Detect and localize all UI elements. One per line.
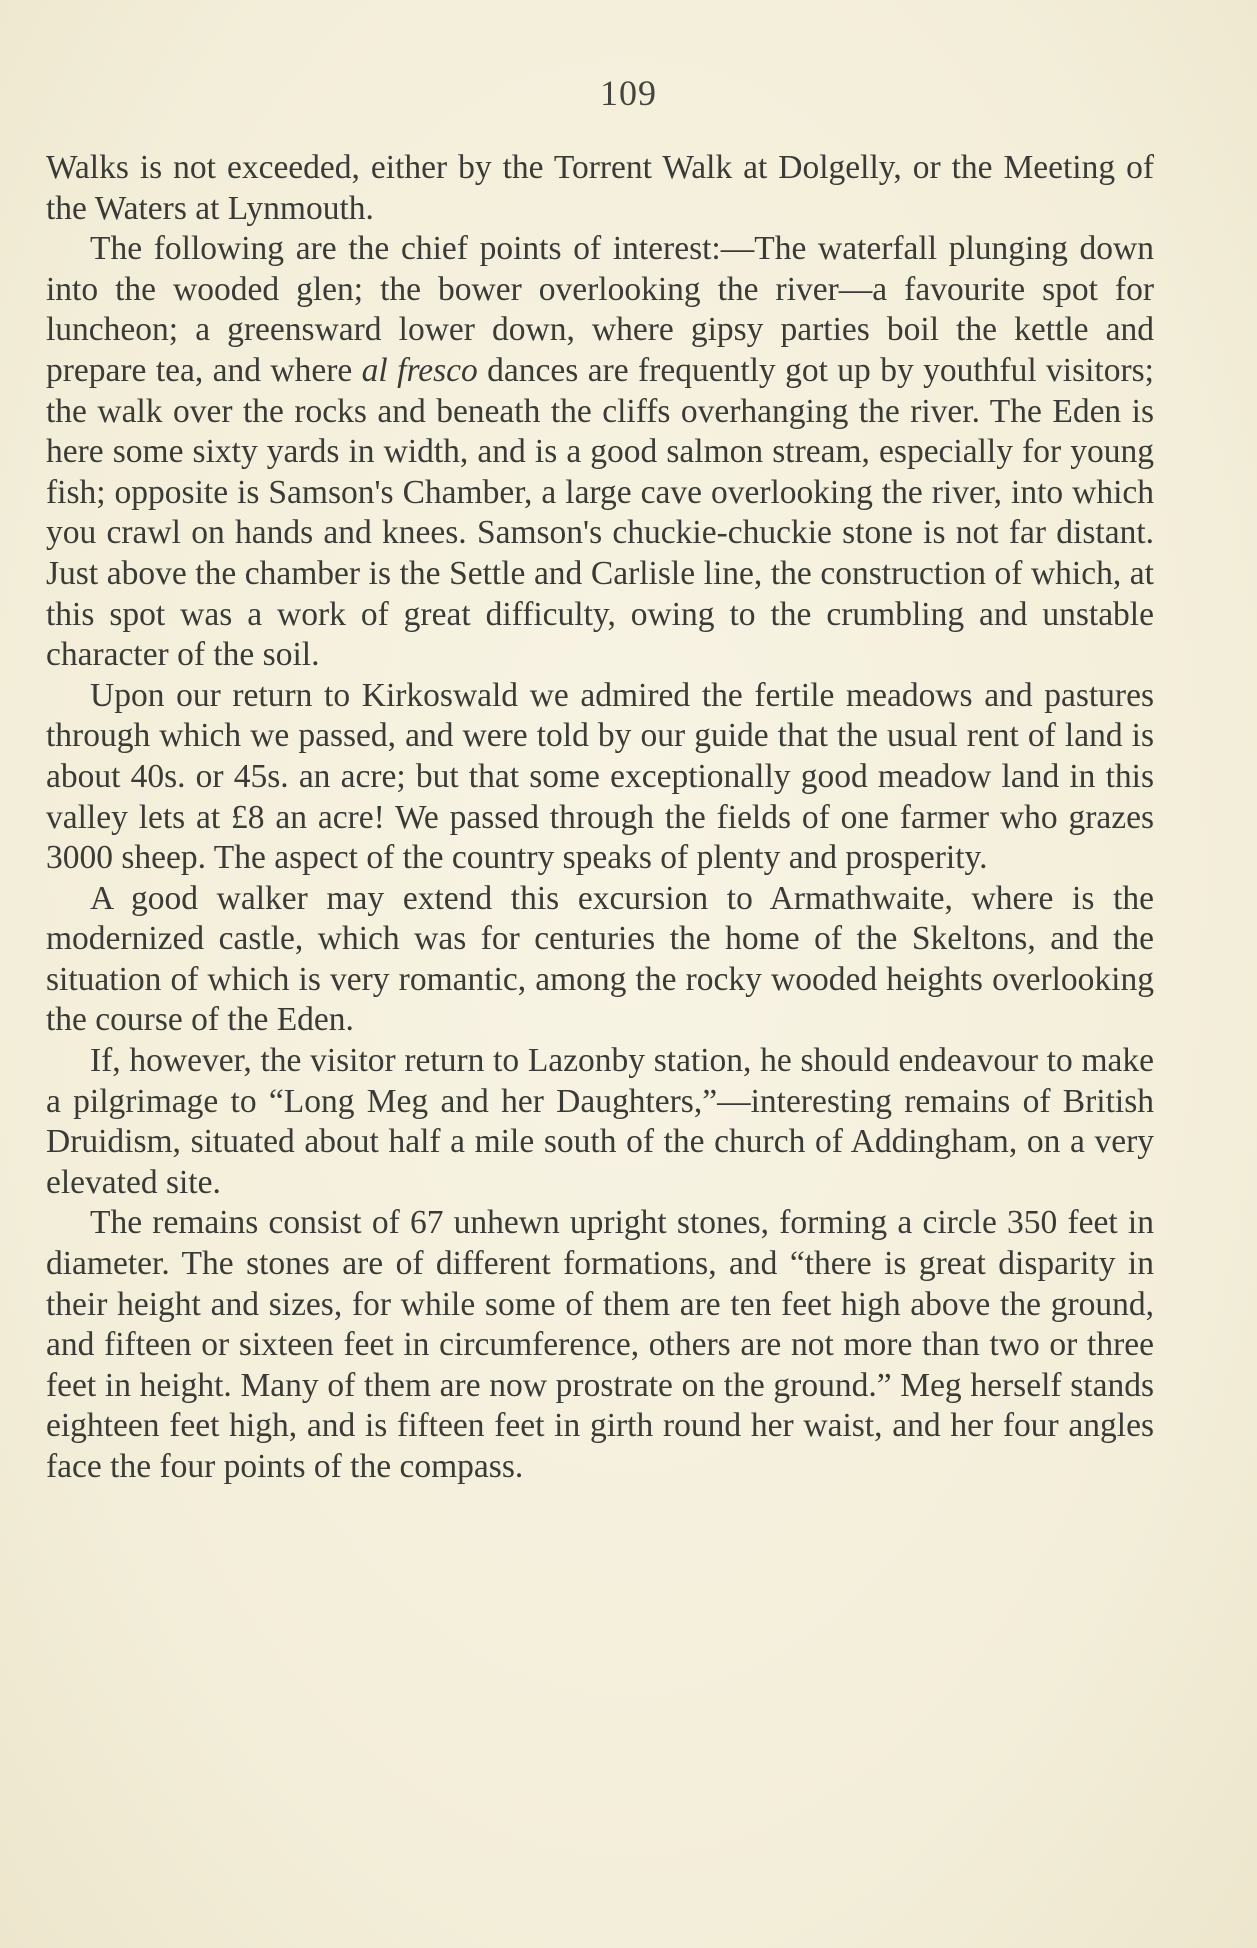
body-text — [46, 148, 1154, 1488]
paragraph-2-text-after: dances are frequently got up by youthful visitors; the walk over the rocks and beneath the cliffs overhanging the river. The Eden is here some sixty yards in width, and is a good salmon stream, especially for young fish; opposite is Samson's Chamber, a large cave overlooking the river, into which you crawl on hands and knees. Samson's chuckie-chuckie stone is not far distant. Just above the chamber is the Settle and Carlisle line, the construction of which, at this spot was a work of great difficulty, owing to the crumbling and unstable character of the soil. — [46, 351, 1154, 674]
paragraph-2-text: The following are the chief points of interest:—The waterfall plunging down into the wooded glen; the bower overlooking the river—a favourite spot for luncheon; a greensward lower down, where gipsy parties boil the kettle and prepare tea, and where — [46, 230, 1154, 389]
paragraph-6: The remains consist of 67 unhewn upright stones, forming a circle 350 feet in diameter. The stones are of different formations, and “there is great disparity in their height and sizes, for while some of them are ten feet high above the ground, and fifteen or sixteen feet in circumference, others are not more than two or three feet in height. Many of them are now prostrate on the ground.” Meg herself stands eighteen feet high, and is fifteen feet in girth round her waist, and her four angles face the four points of the compass. — [46, 1204, 1154, 1485]
paragraph-3: Upon our return to Kirkoswald we admired the fertile meadows and pastures through which we passed, and were told by our guide that the usual rent of land is about 40s. or 45s. an acre; but that some exceptionally good meadow land in this valley lets at £8 an acre! We passed through the fields of one farmer who grazes 3000 sheep. The aspect of the country speaks of plenty and prosperity. — [46, 676, 1154, 877]
paragraph-5: If, however, the visitor return to Lazonby station, he should endeavour to make a pilgrimage to “Long Meg and her Daughters,”—interesting remains of British Druidism, situated about half a mile south of the church of Addingham, on a very elevated site. — [46, 1042, 1154, 1201]
page-number: 109 — [600, 73, 657, 113]
paragraph-2 — [46, 229, 1154, 676]
paragraph-1: Walks is not exceeded, either by the Torrent Walk at Dolgelly, or the Meeting of the Waters at Lynmouth. — [46, 149, 1154, 227]
paragraph-4: A good walker may extend this excursion to Armathwaite, where is the modernized castle, which was for centuries the home of the Skeltons, and the situation of which is very romantic, among the rocky wooded heights overlooking the course of the Eden. — [46, 879, 1154, 1039]
paragraph-2-italic: al fresco — [361, 351, 478, 389]
